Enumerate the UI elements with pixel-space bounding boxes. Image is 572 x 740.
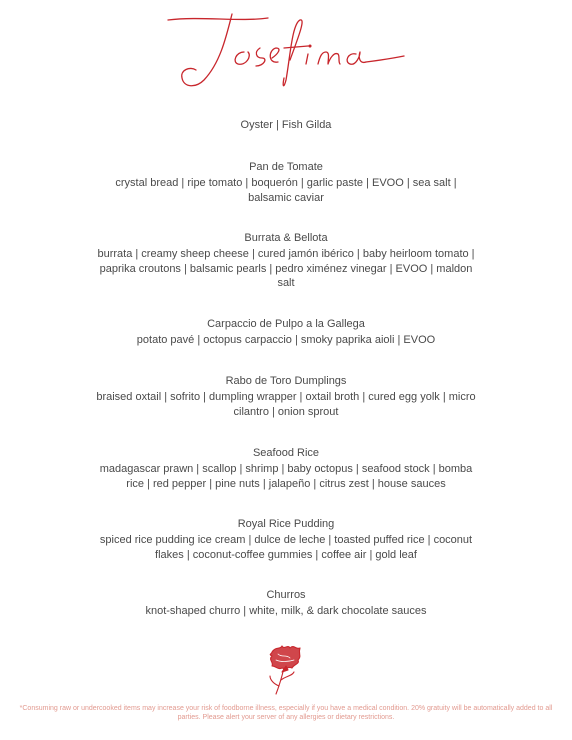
disclaimer-text: *Consuming raw or undercooked items may increase your risk of foodborne illness, especially if you have a medical condition. 20% gratuity will be automatically added to all parties. Please alert your server of any allergies or dietary restrictions. [19, 705, 553, 721]
course-pan-de-tomate [96, 160, 476, 205]
course-name: Rabo de Toro Dumplings [225, 375, 347, 387]
course-description: potato pavé | octopus carpaccio | smoky paprika aioli | EVOO [136, 334, 436, 346]
course-name: Oyster | Fish Gilda [240, 119, 332, 131]
course-name: Burrata & Bellota [244, 232, 328, 244]
course-churros [96, 588, 476, 619]
course-oyster [96, 118, 476, 133]
course-description: burrata | creamy sheep cheese | cured jamón ibérico | baby heirloom tomato | paprika croutons | balsamic pearls | pedro ximénez vinegar | EVOO | maldon salt [97, 248, 475, 289]
course-name: Pan de Tomate [249, 161, 323, 173]
course-rice-pudding [96, 517, 476, 562]
course-description: crystal bread | ripe tomato | boquerón | garlic paste | EVOO | sea salt | balsamic caviar [115, 177, 457, 204]
course-burrata [96, 231, 476, 291]
course-name: Royal Rice Pudding [237, 518, 335, 530]
course-name: Churros [266, 589, 306, 601]
course-rabo-de-toro [96, 374, 476, 419]
course-description: knot-shaped churro | white, milk, & dark chocolate sauces [145, 605, 427, 617]
course-description: braised oxtail | sofrito | dumpling wrapper | oxtail broth | cured egg yolk | micro cilantro | onion sprout [96, 391, 476, 418]
josefina-logo [160, 8, 410, 93]
course-name: Seafood Rice [252, 447, 320, 459]
carnation-icon [264, 642, 306, 696]
course-name: Carpaccio de Pulpo a la Gallega [207, 318, 365, 330]
course-carpaccio [96, 317, 476, 348]
course-description: madagascar prawn | scallop | shrimp | baby octopus | seafood stock | bomba rice | red pepper | pine nuts | jalapeño | citrus zest | house sauces [99, 463, 473, 490]
course-description: spiced rice pudding ice cream | dulce de leche | toasted puffed rice | coconut flakes | coconut-coffee gummies | coffee air | gold leaf [99, 534, 473, 561]
course-seafood-rice [96, 446, 476, 491]
